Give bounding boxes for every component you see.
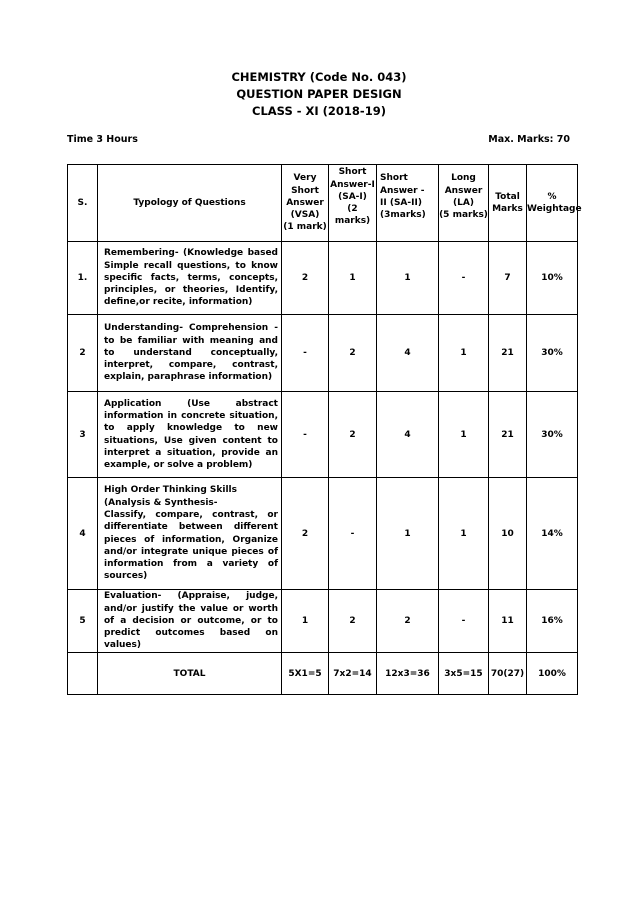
row-la: 1 [439,478,489,590]
row-total: 21 [489,392,527,478]
row-sno: 5 [68,590,98,653]
row-la: - [439,242,489,315]
row-weightage: 16% [527,590,578,653]
row-la: 1 [439,392,489,478]
row-typology-title: High Order Thinking Skills (Analysis & Synthesis- [104,485,237,508]
row-sa2: 2 [377,590,439,653]
row-typology: Understanding- Comprehension -to be familiar with meaning and to understand conceptually, interpret, compare, contrast, explain, paraphrase information) [98,315,282,392]
row-sno: 2 [68,315,98,392]
header-vsa: Very Short Answer (VSA) (1 mark) [282,165,329,242]
row-sa1: - [329,478,377,590]
total-sa1: 7x2=14 [329,653,377,695]
row-weightage: 30% [527,392,578,478]
header-sa1: Short Answer-I (SA-I) (2 marks) [329,165,377,242]
question-paper-design-table [67,164,582,695]
row-weightage: 10% [527,242,578,315]
total-sno [68,653,98,695]
table-row [68,242,578,315]
row-vsa: 2 [282,242,329,315]
header-la: Long Answer (LA) (5 marks) [439,165,489,242]
row-vsa: 2 [282,478,329,590]
header-total: Total Marks [489,165,527,242]
row-sa2: 1 [377,242,439,315]
row-vsa: - [282,315,329,392]
row-total: 21 [489,315,527,392]
table-row [68,315,578,392]
header-row [68,165,578,242]
row-typology: Evaluation- (Appraise, judge, and/or justify the value or worth of a decision or outcome, or to predict outcomes based on values) [98,590,282,653]
row-total: 11 [489,590,527,653]
row-sno: 3 [68,392,98,478]
header-sa2: Short Answer - II (SA-II) (3marks) [377,165,439,242]
table-row [68,590,578,653]
class-label: CLASS - XI (2018-19) [252,104,386,118]
row-sa2: 4 [377,392,439,478]
document-title: CHEMISTRY (Code No. 043) [231,70,407,84]
header-sno: S. [68,165,98,242]
row-typology: Remembering- (Knowledge based Simple recall questions, to know specific facts, terms, concepts, principles, or theories, Identify, define,or recite, information) [98,242,282,315]
row-sa2: 4 [377,315,439,392]
row-total: 7 [489,242,527,315]
max-marks-label: Max. Marks: 70 [488,134,570,145]
row-weightage: 30% [527,315,578,392]
row-la: - [439,590,489,653]
total-label: TOTAL [98,653,282,695]
row-typology-text: Classify, compare, contrast, or differentiate between different pieces of information, Organize and/or integrate unique pieces of information from a variety of sources) [104,509,278,582]
row-vsa: 1 [282,590,329,653]
row-la: 1 [439,315,489,392]
total-row [68,653,578,695]
row-sa1: 2 [329,590,377,653]
row-sa1: 2 [329,392,377,478]
header-weightage: % Weightage [527,165,578,242]
row-sno: 4 [68,478,98,590]
total-weightage: 100% [527,653,578,695]
row-typology: Application (Use abstract information in concrete situation, to apply knowledge to new situations, Use given content to interpret a situation, provide an example, or solve a problem) [98,392,282,478]
total-vsa: 5X1=5 [282,653,329,695]
table-row [68,392,578,478]
row-sa2: 1 [377,478,439,590]
document-subtitle: QUESTION PAPER DESIGN [236,87,402,101]
time-label: Time 3 Hours [67,134,138,145]
total-sa2: 12x3=36 [377,653,439,695]
row-weightage: 14% [527,478,578,590]
row-typology [98,478,282,590]
row-sa1: 2 [329,315,377,392]
header-typology: Typology of Questions [98,165,282,242]
total-la: 3x5=15 [439,653,489,695]
row-total: 10 [489,478,527,590]
row-vsa: - [282,392,329,478]
row-sno: 1. [68,242,98,315]
row-sa1: 1 [329,242,377,315]
table-row [68,478,578,590]
total-marks: 70(27) [489,653,527,695]
